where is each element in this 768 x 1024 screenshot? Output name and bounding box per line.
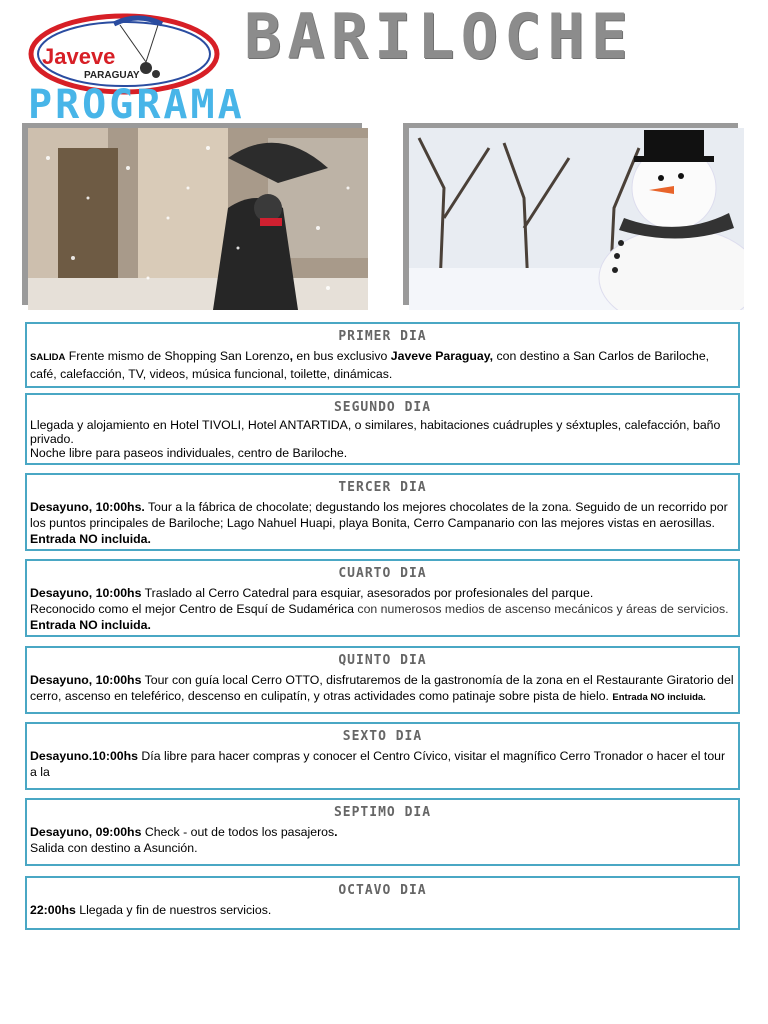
day-description: Noche libre para paseos individuales, centro de Bariloche.: [30, 446, 348, 460]
day-description: [30, 499, 735, 531]
day-description: [30, 601, 735, 617]
day-heading: SEPTIMO DIA: [333, 805, 432, 820]
day-description: [30, 748, 735, 780]
day-text: con numerosos medios de ascenso mecánicos y áreas de servicios.: [354, 602, 729, 616]
day-heading: TERCER DIA: [338, 480, 427, 495]
day-time: Desayuno, 10:00hs: [30, 586, 142, 600]
day-heading: QUINTO DIA: [338, 653, 427, 668]
day-text: Frente mismo de Shopping San Lorenzo: [65, 349, 290, 363]
entry-note: Entrada NO incluida.: [30, 532, 151, 546]
entry-note: Entrada NO incluida.: [612, 692, 706, 703]
day-heading: CUARTO DIA: [338, 566, 427, 581]
logo-sub-text: PARAGUAY: [84, 70, 140, 81]
day-text: Reconocido como el mejor Centro de Esquí de Sudamérica: [30, 602, 354, 616]
day-card-1: [25, 322, 740, 388]
day-description: Llegada y alojamiento en Hotel TIVOLI, Hotel ANTARTIDA, o similares, habitaciones cuádruples y séxtuples, calefacción, baño privado.: [30, 418, 721, 446]
departure-label: SALIDA: [30, 352, 66, 363]
day-text: .: [334, 825, 338, 839]
day-description: [30, 824, 735, 840]
day-card-7: [25, 798, 740, 866]
day-text: con destino a San Carlos de Bariloche, café, calefacción, TV, videos, música funcional, toilette, dinámicas.: [30, 349, 710, 381]
day-heading: SEXTO DIA: [342, 729, 423, 744]
day-description: [30, 672, 735, 706]
day-time: Desayuno, 09:00hs: [30, 825, 142, 839]
day-description: [30, 585, 735, 601]
day-card-4: [25, 559, 740, 637]
day-time: Desayuno, 10:00hs.: [30, 500, 145, 514]
brand-name: Javeve Paraguay,: [390, 349, 494, 363]
day-text: Check - out de todos los pasajeros: [141, 825, 335, 839]
page-title: BARILOCHE: [244, 0, 634, 73]
snowman-photo: [409, 128, 744, 310]
day-heading: SEGUNDO DIA: [333, 400, 432, 415]
day-heading: OCTAVO DIA: [338, 883, 427, 898]
day-card-5: [25, 646, 740, 714]
day-text: Traslado al Cerro Catedral para esquiar, asesorados por profesionales del parque.: [141, 586, 594, 600]
day-time: Desayuno.10:00hs: [30, 749, 138, 763]
page-subtitle: PROGRAMA: [28, 82, 245, 128]
day-text: en bus exclusivo: [293, 349, 391, 363]
logo-brand-text: Javeve: [42, 44, 116, 69]
day-text: Tour con guía local Cerro OTTO, disfrutaremos de la gastronomía de la zona en el Restaurante Giratorio del cerro, ascenso en teleférico, descenso en culipatín, y otras actividades como patinaje sobre pista de hielo.: [30, 673, 734, 703]
day-text: Día libre para hacer compras y conocer el Centro Cívico, visitar el magnífico Cerro Tronador o hacer el tour a la: [30, 749, 726, 779]
day-heading: PRIMER DIA: [338, 329, 427, 344]
day-text: ,: [289, 349, 294, 363]
day-time: Desayuno, 10:00hs: [30, 673, 142, 687]
day-text: Tour a la fábrica de chocolate; degustando los mejores chocolates de la zona. Seguido de un recorrido por los puntos principales de Bariloche; Lago Nahuel Huapi, playa Bonita, Cerro Campanario con las mejores vistas en aerosillas.: [30, 500, 728, 530]
day-description: [30, 902, 735, 918]
day-card-6: [25, 722, 740, 790]
day-card-3: [25, 473, 740, 551]
day-card-8: [25, 876, 740, 930]
umbrella-snow-photo: [28, 128, 368, 310]
day-card-2: [25, 393, 740, 465]
day-time: 22:00hs: [30, 903, 76, 917]
entry-note: Entrada NO incluida.: [30, 618, 151, 632]
day-description: [30, 348, 735, 382]
day-description: Salida con destino a Asunción.: [30, 841, 198, 855]
day-text: Llegada y fin de nuestros servicios.: [75, 903, 272, 917]
